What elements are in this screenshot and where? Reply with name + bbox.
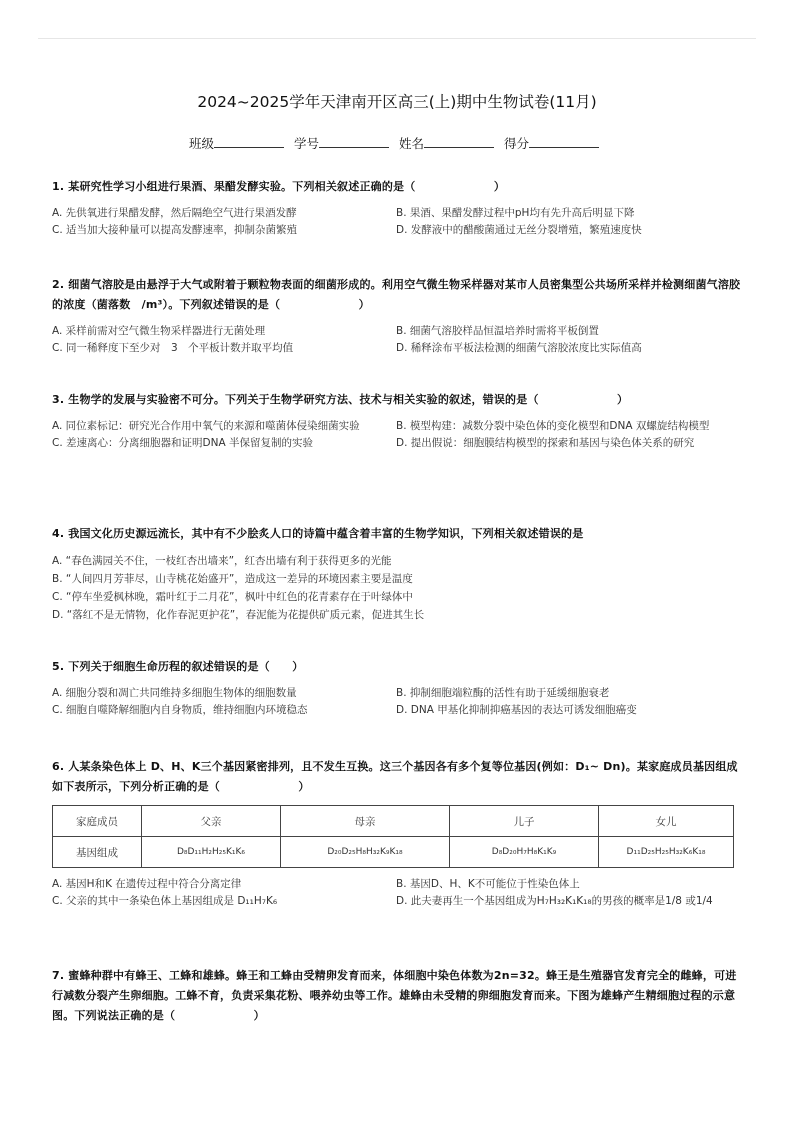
question-4 [52, 524, 742, 624]
question-2 [52, 275, 742, 357]
option-a[interactable]: A. 细胞分裂和凋亡共同维持多细胞生物体的细胞数量 [52, 687, 297, 699]
options-grid [52, 685, 742, 719]
score-blank[interactable] [529, 135, 599, 148]
option-d[interactable]: D. 提出假说：细胞膜结构模型的探索和基因与染色体关系的研究 [396, 437, 695, 449]
class-label: 班级 [188, 136, 214, 151]
option-b[interactable]: B. 果酒、果醋发酵过程中pH均有先升高后明显下降 [396, 207, 635, 219]
question-7 [52, 966, 742, 1026]
option-a[interactable]: A. 采样前需对空气微生物采样器进行无菌处理 [52, 325, 266, 337]
student-info-row [0, 134, 794, 152]
options-grid [52, 205, 742, 239]
genotype-table [52, 805, 734, 868]
option-d[interactable]: D. 发酵液中的醋酸菌通过无丝分裂增殖，繁殖速度快 [396, 224, 642, 236]
question-stem: 7. 蜜蜂种群中有蜂王、工蜂和雄蜂。蜂王和工蜂由受精卵发育而来，体细胞中染色体数为2n=32。蜂王是生殖器官发育完全的雌蜂，可进行减数分裂产生卵细胞。工蜂不育，负责采集花粉、喂养幼虫等工作。雄蜂由未受精的卵细胞发育而来。下图为雄蜂产生精细胞过程的示意图。下列说法正确的是（ ） [52, 969, 737, 1022]
option-d[interactable]: D. “落红不是无情物，化作春泥更护花”，春泥能为花提供矿质元素，促进其生长 [52, 609, 425, 621]
option-a[interactable]: A. 基因H和K 在遗传过程中符合分离定律 [52, 878, 242, 890]
question-stem: 5. 下列关于细胞生命历程的叙述错误的是（ ） [52, 660, 304, 673]
option-c[interactable]: C. 同一稀释度下至少对 3 个平板计数并取平均值 [52, 342, 294, 354]
option-c[interactable]: C. “停车坐爱枫林晚，霜叶红于二月花”，枫叶中红色的花青素存在于叶绿体中 [52, 591, 413, 603]
option-d[interactable]: D. 稀释涂布平板法检测的细菌气溶胶浓度比实际值高 [396, 342, 642, 354]
student-id-blank[interactable] [319, 135, 389, 148]
options-grid [52, 418, 742, 452]
student-id-label: 学号 [293, 136, 319, 151]
option-c[interactable]: C. 父亲的其中一条染色体上基因组成是 D₁₁H₇K₆ [52, 895, 278, 907]
options-grid [52, 876, 742, 910]
question-stem: 6. 人某条染色体上 D、H、K三个基因紧密排列，且不发生互换。这三个基因各有多个复等位基因(例如：D₁~ Dn)。某家庭成员基因组成如下表所示，下列分析正确的是（ ） [52, 760, 738, 793]
option-c[interactable]: C. 细胞自噬降解细胞内自身物质，维持细胞内环境稳态 [52, 704, 308, 716]
table-row-label: 基因组成 [53, 837, 142, 868]
table-header-cell: 女儿 [599, 806, 734, 837]
question-stem: 2. 细菌气溶胶是由悬浮于大气或附着于颗粒物表面的细菌形成的。利用空气微生物采样器对某市人员密集型公共场所采样并检测细菌气溶胶的浓度（菌落数 /m³）。下列叙述错误的是（ ） [52, 278, 741, 311]
question-3 [52, 390, 742, 452]
table-cell-father: D₈D₁₁H₂H₂₅K₁K₆ [142, 837, 281, 868]
table-header-cell: 母亲 [281, 806, 450, 837]
option-c[interactable]: C. 适当加大接种量可以提高发酵速率，抑制杂菌繁殖 [52, 224, 298, 236]
option-b[interactable]: B. 基因D、H、K不可能位于性染色体上 [396, 878, 580, 890]
question-1 [52, 177, 742, 239]
page-title: 2024~2025学年天津南开区高三(上)期中生物试卷(11月) [197, 93, 597, 111]
name-label: 姓名 [398, 136, 424, 151]
option-a[interactable]: A. “春色满园关不住，一枝红杏出墙来”，红杏出墙有利于获得更多的光能 [52, 555, 392, 567]
options-grid [52, 323, 742, 357]
option-d[interactable]: D. DNA 甲基化抑制抑癌基因的表达可诱发细胞癌变 [396, 704, 637, 716]
table-header-cell: 父亲 [142, 806, 281, 837]
table-cell-daughter: D₁₁D₂₅H₂₅H₃₂K₆K₁₈ [599, 837, 734, 868]
class-blank[interactable] [214, 135, 284, 148]
option-b[interactable]: B. 模型构建：减数分裂中染色体的变化模型和DNA 双螺旋结构模型 [396, 420, 710, 432]
name-blank[interactable] [424, 135, 494, 148]
table-header-cell: 儿子 [450, 806, 599, 837]
question-5 [52, 657, 742, 719]
options-list [52, 552, 742, 624]
question-6 [52, 757, 742, 910]
table-header-cell: 家庭成员 [53, 806, 142, 837]
table-cell-mother: D₂₀D₂₅H₈H₃₂K₉K₁₈ [281, 837, 450, 868]
question-stem: 3. 生物学的发展与实验密不可分。下列关于生物学研究方法、技术与相关实验的叙述，错误的是（ ） [52, 393, 629, 406]
option-a[interactable]: A. 先供氧进行果醋发酵，然后隔绝空气进行果酒发酵 [52, 207, 297, 219]
option-b[interactable]: B. 抑制细胞端粒酶的活性有助于延缓细胞衰老 [396, 687, 610, 699]
score-label: 得分 [503, 136, 529, 151]
option-b[interactable]: B. 细菌气溶胶样品恒温培养时需将平板倒置 [396, 325, 599, 337]
option-d[interactable]: D. 此夫妻再生一个基因组成为H₇H₃₂K₁K₁₈的男孩的概率是1/8 或1/4 [396, 895, 713, 907]
header-rule [38, 38, 756, 39]
question-stem: 1. 某研究性学习小组进行果酒、果醋发酵实验。下列相关叙述正确的是（ ） [52, 180, 506, 193]
table-row [53, 837, 734, 868]
question-stem: 4. 我国文化历史源远流长，其中有不少脍炙人口的诗篇中蕴含着丰富的生物学知识，下列相关叙述错误的是 [52, 527, 584, 540]
option-b[interactable]: B. “人间四月芳菲尽，山寺桃花始盛开”，造成这一差异的环境因素主要是温度 [52, 573, 413, 585]
option-a[interactable]: A. 同位素标记：研究光合作用中氧气的来源和噬菌体侵染细菌实验 [52, 420, 360, 432]
table-cell-son: D₈D₂₀H₇H₈K₁K₉ [450, 837, 599, 868]
table-header-row [53, 806, 734, 837]
option-c[interactable]: C. 差速离心：分离细胞器和证明DNA 半保留复制的实验 [52, 437, 313, 449]
